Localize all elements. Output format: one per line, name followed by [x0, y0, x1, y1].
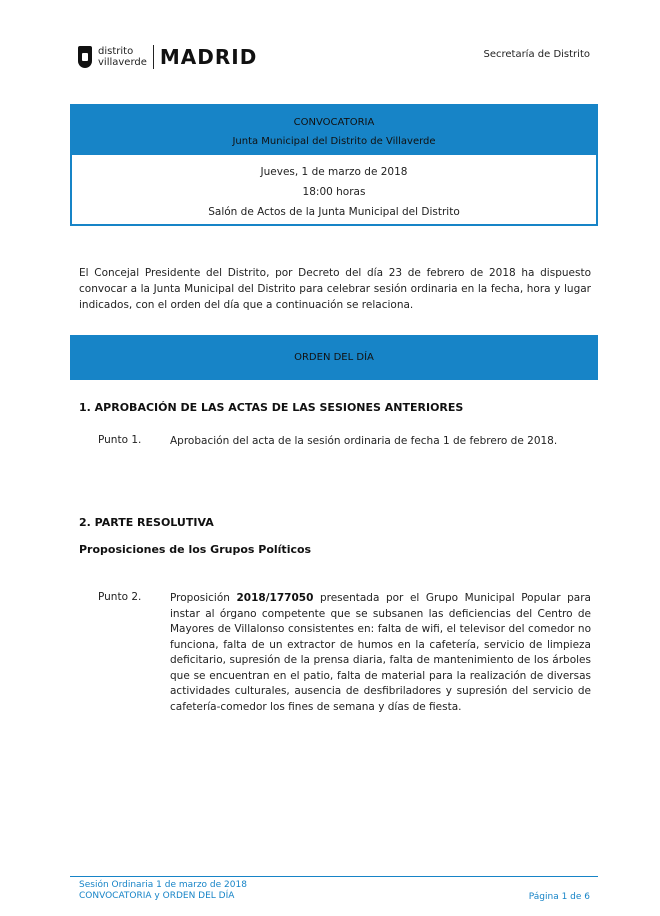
session-time: 18:00 horas: [302, 186, 366, 198]
footer-divider: [70, 876, 598, 877]
punto-1-label: Punto 1.: [98, 434, 142, 446]
convocatoria-details: [72, 155, 596, 222]
orden-del-dia-bar: ORDEN DEL DÍA: [70, 335, 598, 380]
punto-2-prefix: Proposición: [170, 592, 237, 604]
section-1-title: 1. APROBACIÓN DE LAS ACTAS DE LAS SESIONES ANTERIORES: [79, 401, 464, 414]
madrid-logo: [78, 44, 257, 70]
convocatoria-box: [70, 104, 598, 226]
punto-2-body: presentada por el Grupo Municipal Popular para instar al órgano competente que se subsanen las deficiencias del Centro de Mayores de Villalonso consistentes en: falta de wifi, el televisor del comedor no funciona, falta de un extractor de humos en la cafetería, servicio de limpieza deficitario, supresión de la prensa diaria, falta de mantenimiento de los árboles que se encuentran en el patio, falta de material para la realización de diversas actividades culturales, ausencia de desfibriladores y supresión del servicio de cafetería-comedor los fines de semana y días de fiesta.: [170, 592, 591, 713]
section-2-subtitle: Proposiciones de los Grupos Políticos: [79, 543, 312, 556]
madrid-crest-icon: [78, 46, 92, 68]
punto-2-text: [170, 591, 591, 715]
intro-paragraph: El Concejal Presidente del Distrito, por Decreto del día 23 de febrero de 2018 ha dispuesto convocar a la Junta Municipal del Distrito para celebrar sesión ordinaria en la fecha, hora y lugar indicados, con el orden del día que a continuación se relaciona.: [79, 267, 591, 311]
section-2-title: 2. PARTE RESOLUTIVA: [79, 516, 214, 529]
session-place: Salón de Actos de la Junta Municipal del Distrito: [208, 206, 460, 218]
district-name: [98, 46, 147, 68]
convocatoria-header: [72, 106, 596, 155]
punto-1-text: Aprobación del acta de la sesión ordinaria de fecha 1 de febrero de 2018.: [170, 435, 558, 447]
proposicion-number: 2018/177050: [236, 592, 314, 604]
session-date: Jueves, 1 de marzo de 2018: [260, 166, 408, 178]
secretaria-label: Secretaría de Distrito: [483, 49, 590, 60]
district-line2: villaverde: [98, 57, 147, 68]
footer-doc: CONVOCATORIA y ORDEN DEL DÍA: [79, 891, 235, 901]
logo-divider: [153, 45, 154, 69]
footer-left: [79, 880, 247, 902]
footer-session: Sesión Ordinaria 1 de marzo de 2018: [79, 880, 247, 890]
page-number: Página 1 de 6: [528, 892, 590, 902]
convocatoria-subtitle: Junta Municipal del Distrito de Villaverde: [232, 136, 436, 147]
city-name: MADRID: [159, 45, 258, 69]
district-line1: distrito: [98, 46, 134, 57]
punto-2-label: Punto 2.: [98, 591, 142, 603]
convocatoria-title: CONVOCATORIA: [293, 117, 375, 128]
